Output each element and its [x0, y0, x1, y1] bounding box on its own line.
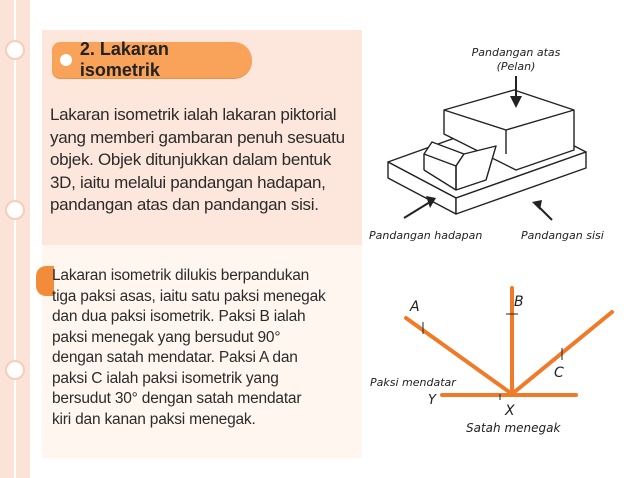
- isometric-object: [388, 90, 586, 214]
- section-heading: [52, 39, 252, 80]
- axis-label-x: X: [505, 403, 515, 419]
- axis-label-c: C: [554, 365, 564, 381]
- axis-label-b: B: [514, 294, 524, 310]
- paragraph-line: Lakaran isometrik ialah lakaran piktorial: [50, 105, 337, 124]
- paragraph-axes: [52, 266, 364, 430]
- paragraph-line: kiri dan kanan paksi menegak.: [52, 410, 256, 428]
- axis-label-y: Y: [428, 393, 436, 408]
- arrow-front-icon: [404, 196, 436, 218]
- label-horizontal-axis: Paksi mendatar: [370, 376, 456, 389]
- axis-label-a: A: [410, 299, 420, 315]
- paragraph-line: Lakaran isometrik dilukis berpandukan: [52, 267, 310, 284]
- bullet-icon: [60, 54, 72, 66]
- label-front-view: Pandangan hadapan: [369, 229, 483, 242]
- paragraph-line: yang memberi gambaran penuh sesuatu: [50, 127, 345, 147]
- label-top-view: Pandangan atas: [471, 46, 561, 59]
- paragraph-line: paksi C ialah paksi isometrik yang: [52, 369, 279, 387]
- illustrations: [366, 30, 636, 450]
- paragraph-line: bersudut 30° dengan satah mendatar: [52, 390, 302, 407]
- paragraph-definition: [50, 104, 360, 217]
- label-vertical-plane: Satah menegak: [466, 421, 561, 435]
- label-side-view: Pandangan sisi: [521, 229, 604, 242]
- paragraph-line: objek. Objek ditunjukkan dalam bentuk: [50, 150, 331, 169]
- decorative-dot: [5, 200, 25, 220]
- arrow-side-icon: [532, 200, 552, 220]
- paragraph-line: tiga paksi asas, iaitu satu paksi menegak: [52, 287, 326, 305]
- paragraph-line: paksi menegak yang bersudut 90°: [52, 328, 281, 346]
- section-title: 2. Lakaran isometrik: [79, 39, 169, 80]
- paragraph-line: dan dua paksi isometrik. Paksi B ialah: [52, 308, 306, 325]
- label-top-view-sub: (Pelan): [496, 60, 536, 73]
- decorative-dot: [5, 360, 25, 380]
- paragraph-line: dengan satah mendatar. Paksi A dan: [52, 349, 298, 366]
- decorative-dot: [5, 40, 25, 60]
- paragraph-line: 3D, iaitu melalui pandangan hadapan,: [50, 172, 326, 192]
- paragraph-line: pandangan atas dan pandangan sisi.: [50, 195, 319, 214]
- decorative-line: [14, 0, 16, 478]
